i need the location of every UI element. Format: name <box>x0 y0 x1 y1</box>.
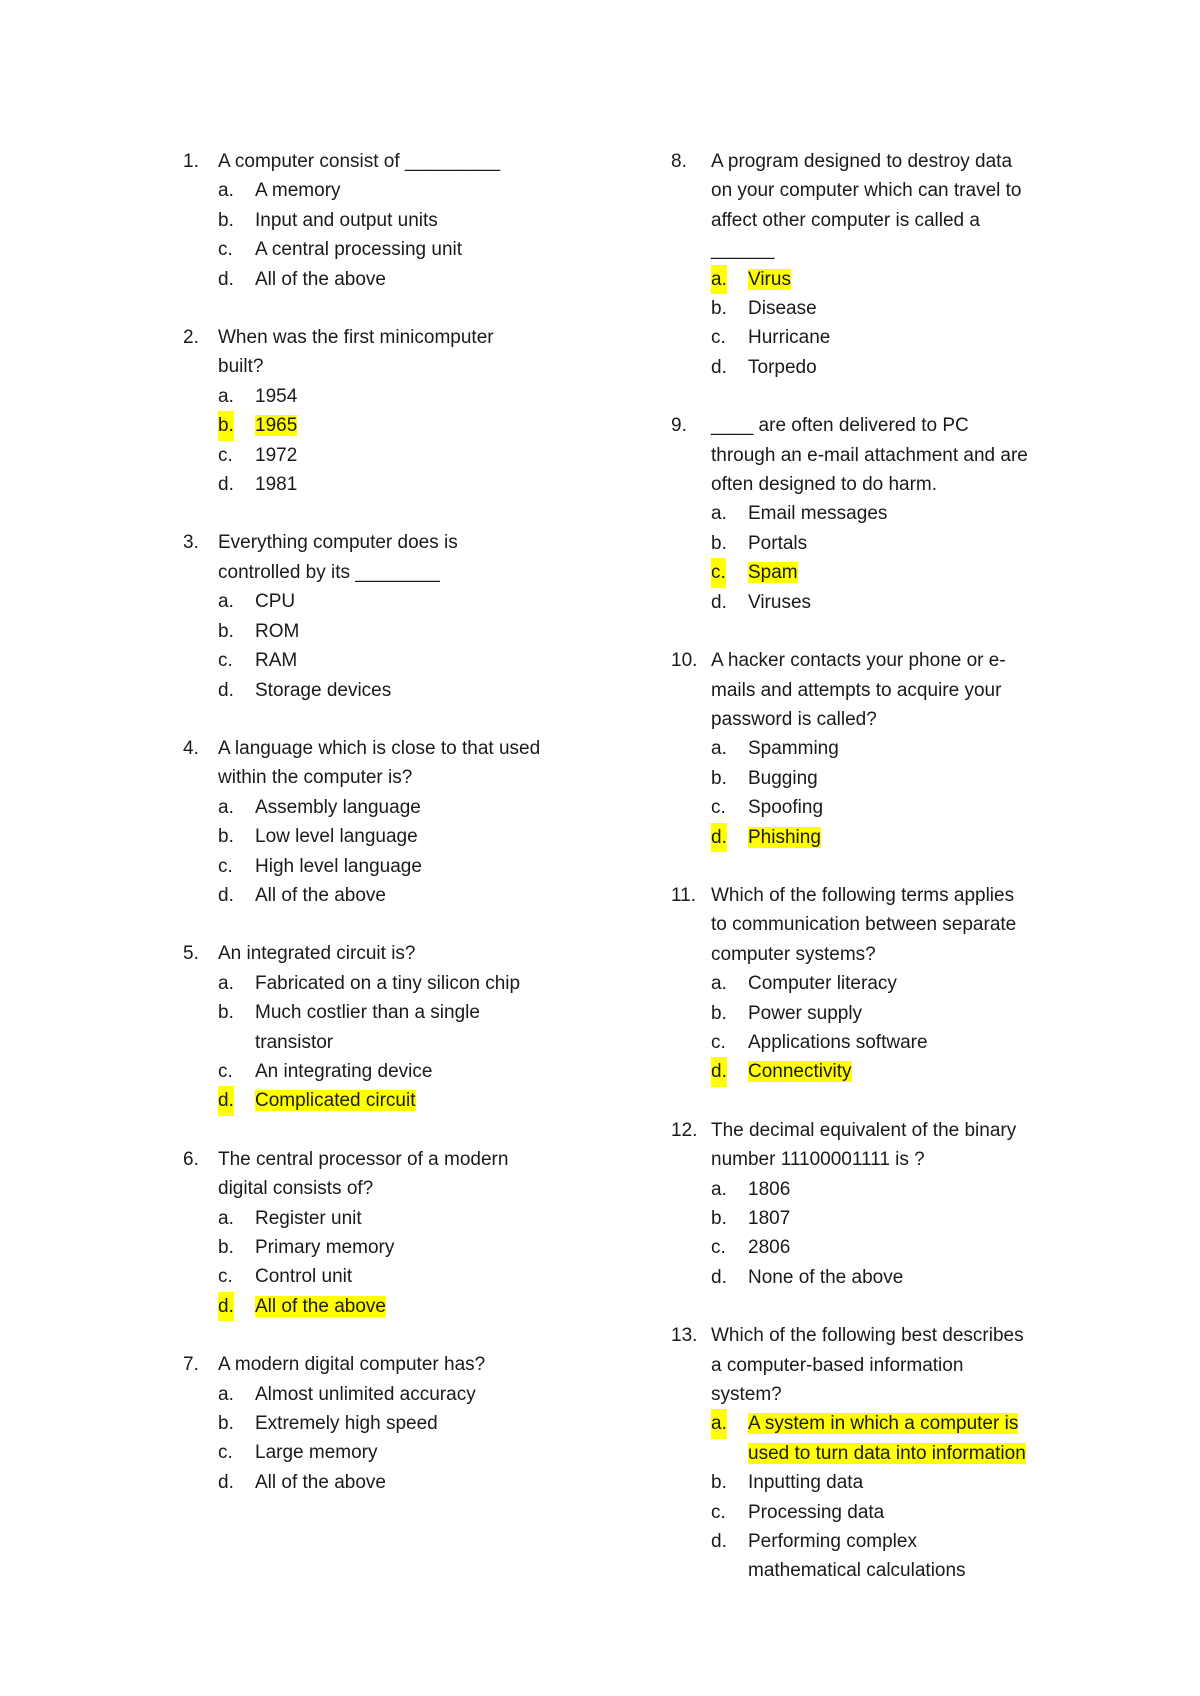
question-text-line <box>671 411 1086 440</box>
question-text-line <box>183 323 603 352</box>
option-letter: b. <box>711 767 727 789</box>
question-number: 9. <box>671 415 687 437</box>
question-text-line <box>676 1145 1086 1174</box>
option-letter: a. <box>218 1383 234 1405</box>
option-letter: d. <box>711 823 727 852</box>
question-text-line <box>676 235 1086 264</box>
question-text-line <box>183 763 603 792</box>
option-letter: c. <box>711 1031 726 1053</box>
option-letter: b. <box>218 1237 234 1258</box>
option-letter: d. <box>218 679 234 701</box>
answer-option-line <box>183 1057 603 1086</box>
answer-option-line <box>676 969 1086 998</box>
option-letter: b. <box>218 620 234 642</box>
option-text: Assembly language <box>255 796 421 818</box>
question-text: A modern digital computer has? <box>218 1354 486 1376</box>
option-letter: c. <box>218 855 233 877</box>
option-letter: c. <box>711 327 726 349</box>
answer-option-line <box>676 529 1086 558</box>
question-text-line <box>183 1145 603 1174</box>
option-text: Spamming <box>748 738 839 760</box>
question-text-line <box>671 881 1086 910</box>
answer-option-line <box>183 206 603 235</box>
option-text: Almost unlimited accuracy <box>255 1383 476 1405</box>
answer-option-line <box>676 1204 1086 1233</box>
question-text-line <box>676 1380 1086 1409</box>
question-13 <box>671 1321 1086 1586</box>
option-text: Extremely high speed <box>255 1413 438 1435</box>
question-number: 11. <box>671 884 697 906</box>
question-text-line <box>671 1116 1086 1145</box>
answer-option-line <box>676 1028 1086 1057</box>
question-text-line <box>676 1351 1086 1380</box>
option-text: High level language <box>255 855 422 877</box>
answer-option-line <box>676 265 1086 294</box>
question-text: A hacker contacts your phone or e- <box>711 650 1006 672</box>
option-letter: c. <box>218 1060 233 1082</box>
answer-option-line <box>676 999 1086 1028</box>
option-text: Performing complex <box>748 1531 917 1553</box>
option-letter: c. <box>711 1501 726 1523</box>
question-text-line <box>671 646 1086 675</box>
question-6 <box>183 1145 603 1321</box>
option-letter: b. <box>218 411 234 440</box>
question-text: Which of the following best describes <box>711 1325 1024 1347</box>
answer-option-line <box>183 676 603 705</box>
answer-option-line <box>676 499 1086 528</box>
option-letter: d. <box>218 474 234 496</box>
question-text: affect other computer is called a <box>711 209 980 231</box>
question-text: a computer-based information <box>711 1354 964 1376</box>
answer-option-line <box>183 1086 603 1115</box>
answer-option-line <box>183 470 603 499</box>
option-letter: c. <box>218 444 233 466</box>
highlighted-answer: Virus <box>748 268 791 290</box>
answer-option-line <box>183 411 603 440</box>
option-text: Control unit <box>255 1266 353 1288</box>
option-letter: b. <box>711 532 727 554</box>
question-text: A program designed to destroy data <box>711 151 1013 172</box>
option-text: Low level language <box>255 826 418 848</box>
option-text: Applications software <box>748 1031 928 1053</box>
option-text: Storage devices <box>255 679 392 701</box>
question-text-line <box>676 206 1086 235</box>
question-text-line <box>676 470 1086 499</box>
question-11 <box>671 881 1086 1087</box>
answer-option-line <box>183 1204 603 1233</box>
question-text-line <box>671 1321 1086 1350</box>
answer-option-line <box>676 1556 1086 1585</box>
answer-option-line <box>676 558 1086 587</box>
answer-option-line <box>183 1233 603 1262</box>
option-text: Torpedo <box>748 356 817 378</box>
option-text: Fabricated on a tiny silicon chip <box>255 972 521 994</box>
option-text: None of the above <box>748 1266 904 1288</box>
option-text: All of the above <box>255 884 386 906</box>
option-text: A central processing unit <box>255 239 463 261</box>
option-letter: d. <box>711 356 727 378</box>
answer-option-line <box>676 1468 1086 1497</box>
answer-option-line <box>183 382 603 411</box>
option-letter: a. <box>218 385 234 407</box>
answer-option-line <box>183 587 603 616</box>
question-text: mails and attempts to acquire your <box>711 679 1002 701</box>
highlighted-answer: All of the above <box>255 1295 386 1317</box>
question-text: When was the first minicomputer <box>218 327 494 349</box>
question-text-line <box>183 147 603 176</box>
highlighted-answer: Phishing <box>748 826 821 848</box>
question-text: number 11100001111 is ? <box>711 1149 925 1171</box>
option-letter: b. <box>711 1208 727 1229</box>
option-letter: a. <box>218 1207 234 1229</box>
answer-option-line <box>676 323 1086 352</box>
option-text: Disease <box>748 298 817 320</box>
question-text: digital consists of? <box>218 1178 374 1200</box>
question-text: Which of the following terms applies <box>711 884 1015 906</box>
question-text: ______ <box>711 239 775 261</box>
option-text: 1807 <box>748 1208 791 1229</box>
option-text: Portals <box>748 532 808 554</box>
option-text: Bugging <box>748 767 818 789</box>
option-letter: c. <box>218 1442 233 1464</box>
option-letter: d. <box>218 1086 234 1115</box>
option-text: All of the above <box>255 268 386 290</box>
answer-option-line <box>676 793 1086 822</box>
question-text: The decimal equivalent of the binary <box>711 1119 1017 1141</box>
answer-option-line <box>676 294 1086 323</box>
option-text: Input and output units <box>255 209 438 231</box>
answer-option-line <box>183 1028 603 1057</box>
question-number: 4. <box>183 737 199 759</box>
option-text: All of the above <box>255 1471 386 1493</box>
question-text: ____ are often delivered to PC <box>711 415 969 437</box>
question-text-line <box>183 558 603 587</box>
answer-option-line <box>183 881 603 910</box>
option-text: Power supply <box>748 1002 863 1024</box>
answer-option-line <box>676 1057 1086 1086</box>
answer-option-line <box>676 1409 1086 1438</box>
option-text: Hurricane <box>748 327 831 349</box>
highlighted-answer: Spam <box>748 562 798 584</box>
question-number: 5. <box>183 943 199 965</box>
option-letter: d. <box>218 884 234 906</box>
answer-option-line <box>183 793 603 822</box>
option-text: transistor <box>255 1031 334 1053</box>
option-text: An integrating device <box>255 1060 433 1082</box>
answer-option-line <box>183 1380 603 1409</box>
option-letter: a. <box>218 796 234 818</box>
option-text: RAM <box>255 650 298 672</box>
option-text: ROM <box>255 620 300 642</box>
option-letter: c. <box>711 558 726 587</box>
option-text: Processing data <box>748 1501 885 1523</box>
option-text: 1954 <box>255 385 298 407</box>
answer-option-line <box>183 1468 603 1497</box>
option-text: Computer literacy <box>748 973 897 995</box>
question-text: on your computer which can travel to <box>711 180 1022 202</box>
question-text: computer systems? <box>711 943 876 965</box>
question-number: 8. <box>671 151 687 172</box>
option-letter: d. <box>218 1292 234 1321</box>
option-letter: a. <box>218 180 234 202</box>
answer-option-line <box>183 1438 603 1467</box>
question-text: often designed to do harm. <box>711 474 938 496</box>
left-column <box>183 147 603 1526</box>
option-text: mathematical calculations <box>748 1560 966 1582</box>
option-letter: c. <box>218 650 233 672</box>
question-text-line <box>676 940 1086 969</box>
option-letter: b. <box>218 826 234 848</box>
question-text-line <box>183 352 603 381</box>
answer-option-line <box>183 265 603 294</box>
option-letter: a. <box>711 738 727 760</box>
option-text: CPU <box>255 591 296 613</box>
option-letter: c. <box>711 1237 726 1259</box>
answer-option-line <box>183 617 603 646</box>
option-letter: b. <box>711 298 727 320</box>
option-letter: b. <box>218 1002 234 1024</box>
question-10 <box>671 646 1086 852</box>
question-12 <box>671 1116 1086 1292</box>
option-letter: b. <box>218 209 234 231</box>
answer-option-line <box>676 353 1086 382</box>
question-text: An integrated circuit is? <box>218 943 416 965</box>
option-text: Inputting data <box>748 1472 864 1494</box>
answer-option-line <box>183 1262 603 1291</box>
option-text: Email messages <box>748 503 888 525</box>
option-text: Register unit <box>255 1207 362 1229</box>
option-text: Large memory <box>255 1442 378 1464</box>
question-number: 6. <box>183 1148 199 1170</box>
option-letter: a. <box>711 265 727 294</box>
option-letter: c. <box>218 1266 233 1288</box>
question-text-line <box>676 910 1086 939</box>
option-text: 1806 <box>748 1178 791 1200</box>
option-letter: d. <box>711 1531 727 1553</box>
answer-option-line <box>183 176 603 205</box>
question-text: system? <box>711 1384 782 1406</box>
option-letter: b. <box>711 1472 727 1494</box>
option-letter: a. <box>218 972 234 994</box>
question-3 <box>183 528 603 704</box>
option-letter: c. <box>218 239 233 261</box>
answer-option-line <box>676 1233 1086 1262</box>
question-text: through an e-mail attachment and are <box>711 444 1028 466</box>
option-text: A memory <box>255 180 341 202</box>
question-text-line <box>676 676 1086 705</box>
answer-option-line <box>676 1498 1086 1527</box>
answer-option-line <box>183 1409 603 1438</box>
question-4 <box>183 734 603 910</box>
answer-option-line <box>676 1439 1086 1468</box>
answer-option-line <box>183 998 603 1027</box>
question-number: 1. <box>183 151 199 172</box>
highlighted-answer: A system in which a computer is <box>748 1413 1019 1435</box>
option-letter: d. <box>711 591 727 613</box>
question-9 <box>671 411 1086 617</box>
question-2 <box>183 323 603 499</box>
answer-option-line <box>183 969 603 998</box>
answer-option-line <box>676 734 1086 763</box>
question-1 <box>183 147 603 294</box>
question-text-line <box>183 1350 603 1379</box>
answer-option-line <box>183 822 603 851</box>
highlighted-answer: Complicated circuit <box>255 1090 416 1112</box>
right-column <box>671 147 1086 1615</box>
option-letter: d. <box>711 1266 727 1288</box>
option-text: 1972 <box>255 444 298 466</box>
question-5 <box>183 939 603 1115</box>
answer-option-line <box>676 823 1086 852</box>
question-number: 10. <box>671 650 698 672</box>
highlighted-answer: used to turn data into information <box>748 1442 1026 1464</box>
question-text-line <box>671 147 1086 176</box>
answer-option-line <box>183 235 603 264</box>
answer-option-line <box>183 852 603 881</box>
question-text-line <box>183 1174 603 1203</box>
question-text-line <box>676 176 1086 205</box>
question-text: built? <box>218 356 264 378</box>
question-text: password is called? <box>711 708 877 730</box>
question-text-line <box>183 528 603 557</box>
question-text-line <box>183 939 603 968</box>
answer-option-line <box>676 764 1086 793</box>
option-letter: d. <box>711 1057 727 1086</box>
option-text: 2806 <box>748 1237 791 1259</box>
option-text: Much costlier than a single <box>255 1002 480 1024</box>
option-text: Spoofing <box>748 797 824 819</box>
question-text: controlled by its ________ <box>218 561 440 583</box>
option-letter: b. <box>711 1002 727 1024</box>
option-letter: d. <box>218 268 234 290</box>
question-text: Everything computer does is <box>218 532 458 554</box>
question-number: 12. <box>671 1119 698 1141</box>
question-text-line <box>676 705 1086 734</box>
highlighted-answer: 1965 <box>255 415 298 437</box>
question-number: 2. <box>183 327 199 349</box>
question-text: A computer consist of _________ <box>218 151 501 172</box>
option-letter: a. <box>711 1178 727 1200</box>
option-letter: a. <box>711 503 727 525</box>
question-text: to communication between separate <box>711 914 1017 936</box>
question-number: 7. <box>183 1354 199 1376</box>
answer-option-line <box>183 441 603 470</box>
question-text-line <box>183 734 603 763</box>
question-text: The central processor of a modern <box>218 1148 509 1170</box>
option-text: Viruses <box>748 591 812 613</box>
option-text: 1981 <box>255 474 298 496</box>
option-letter: a. <box>711 973 727 995</box>
answer-option-line <box>676 1527 1086 1556</box>
question-8 <box>671 147 1086 382</box>
option-letter: d. <box>218 1471 234 1493</box>
option-letter: a. <box>711 1409 727 1438</box>
answer-option-line <box>676 1175 1086 1204</box>
option-letter: c. <box>711 797 726 819</box>
answer-option-line <box>183 1292 603 1321</box>
highlighted-answer: Connectivity <box>748 1061 852 1083</box>
answer-option-line <box>676 1263 1086 1292</box>
question-text: within the computer is? <box>218 767 413 789</box>
answer-option-line <box>676 588 1086 617</box>
question-number: 13. <box>671 1325 698 1347</box>
option-text: Primary memory <box>255 1237 395 1258</box>
question-text-line <box>676 441 1086 470</box>
answer-option-line <box>183 646 603 675</box>
question-text: A language which is close to that used <box>218 737 541 759</box>
option-letter: b. <box>218 1413 234 1435</box>
question-number: 3. <box>183 532 199 554</box>
question-7 <box>183 1350 603 1497</box>
option-letter: a. <box>218 591 234 613</box>
